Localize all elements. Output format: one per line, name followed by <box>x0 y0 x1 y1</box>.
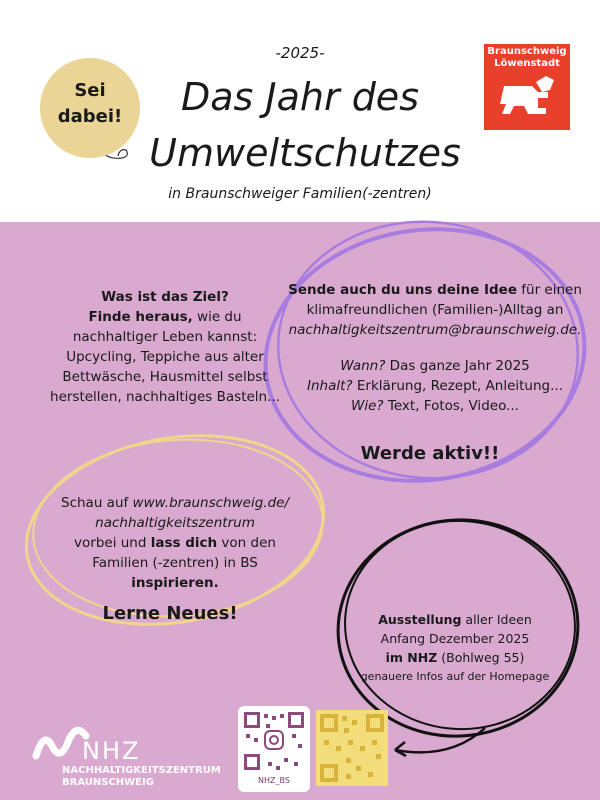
inhalt-label: Inhalt? <box>307 378 353 394</box>
idea-rest: für einen <box>516 282 582 298</box>
inhalt-text: Erklärung, Rezept, Anleitung... <box>352 378 563 394</box>
year-label: -2025- <box>275 44 325 62</box>
inspire-text <box>40 493 310 593</box>
logo-line-1: Braunschweig <box>487 46 567 57</box>
goal-line-4: Bettwäsche, Hausmittel selbst <box>62 369 268 385</box>
goal-text <box>20 287 310 407</box>
lerne-neues-cta: Lerne Neues! <box>102 603 238 624</box>
inspire-line-5: inspirieren. <box>131 575 219 591</box>
goal-heading: Was ist das Ziel? <box>101 289 229 305</box>
logo-text <box>484 46 570 70</box>
logo-line-2: Löwenstadt <box>494 58 560 69</box>
arrow-head <box>395 742 406 756</box>
join-badge-text <box>40 78 140 130</box>
email-link[interactable]: nachhaltigkeitszentrum@braunschweig.de. <box>288 322 582 338</box>
exhibition-rest-3: (Bohlweg 55) <box>437 650 525 665</box>
website-qr-code[interactable] <box>316 710 388 786</box>
exhibition-rest-1: aller Ideen <box>461 612 532 627</box>
subtitle: in Braunschweiger Familien(-zentren) <box>168 186 432 202</box>
exhibition-text <box>345 610 565 686</box>
inspire-line3-pre: vorbei und <box>74 535 151 551</box>
inspire-line3-bold: lass dich <box>150 535 218 551</box>
exhibition-bold-3: im NHZ <box>385 650 438 665</box>
inspire-line3-post: von den <box>217 535 276 551</box>
badge-line-1: Sei <box>74 80 106 101</box>
instagram-handle: NHZ_BS <box>258 776 290 785</box>
goal-lead-bold: Finde heraus, <box>88 309 193 325</box>
idea-bold: Sende auch du uns deine Idee <box>288 282 517 298</box>
website-link-1[interactable]: www.braunschweig.de/ <box>132 495 289 511</box>
goal-line-3: Upcycling, Teppiche aus alter <box>66 349 264 365</box>
nhz-org-line-2: BRAUNSCHWEIG <box>62 777 154 788</box>
idea-text <box>285 280 585 340</box>
instagram-qr-code <box>238 706 310 776</box>
wie-label: Wie? <box>351 398 384 414</box>
badge-line-2: dabei! <box>57 106 123 127</box>
goal-lead-rest: wie du <box>192 309 242 325</box>
wie-text: Text, Fotos, Video... <box>383 398 519 414</box>
idea-details <box>285 356 585 416</box>
website-link-2[interactable]: nachhaltigkeitszentrum <box>95 515 255 531</box>
qr-pattern <box>316 710 388 786</box>
nhz-logo-text: NHZ <box>82 737 141 765</box>
werde-aktiv-cta: Werde aktiv!! <box>360 443 500 464</box>
idea-line-2: klimafreundlichen (Familien-)Alltag an <box>306 302 564 318</box>
exhibition-bold-1: Ausstellung <box>378 612 462 627</box>
goal-line-2: nachhaltiger Leben kannst: <box>72 329 258 345</box>
inspire-pre: Schau auf <box>61 495 133 511</box>
title-line-2: Umweltschutzes <box>149 131 461 175</box>
wann-label: Wann? <box>340 358 386 374</box>
nhz-org-line-1: NACHHALTIGKEITSZENTRUM <box>62 765 221 776</box>
goal-line-5: herstellen, nachhaltiges Basteln... <box>50 389 280 405</box>
inspire-line-4: Familien (-zentren) in BS <box>92 555 258 571</box>
exhibition-line-4: genauere Infos auf der Homepage <box>360 670 550 683</box>
arrow-to-qr <box>395 728 485 752</box>
exhibition-line-2: Anfang Dezember 2025 <box>380 631 530 646</box>
wann-text: Das ganze Jahr 2025 <box>385 358 530 374</box>
title-line-1: Das Jahr des <box>180 75 419 119</box>
